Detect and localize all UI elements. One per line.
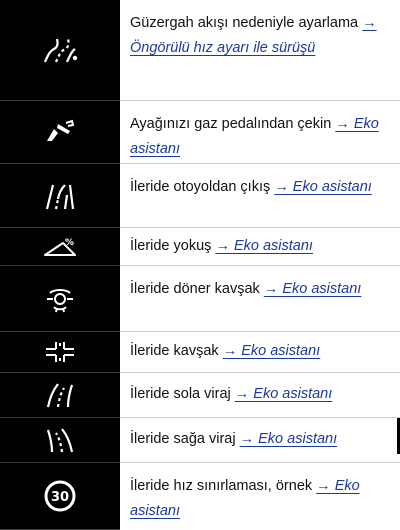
highway-exit-icon — [43, 181, 77, 211]
link-eco-assistant[interactable]: → Eko asistanı — [130, 116, 379, 157]
row-description: İleride otoyoldan çıkış → Eko asistanı — [130, 179, 372, 195]
table-row — [0, 463, 400, 529]
link-eco-assistant[interactable]: → Eko asistanı — [274, 179, 372, 195]
row-description: İleride döner kavşak → Eko asistanı — [130, 281, 362, 297]
intersection-icon — [44, 340, 76, 364]
link-eco-assistant[interactable]: → Eko asistanı — [234, 386, 333, 402]
icon-cell — [0, 373, 120, 418]
row-description: İleride yokuş → Eko asistanı — [130, 238, 313, 254]
table-row — [0, 332, 400, 373]
row-description: İleride sola viraj → Eko asistanı — [130, 386, 333, 402]
roundabout-icon — [44, 284, 76, 314]
icon-cell — [0, 228, 120, 266]
link-eco-assistant[interactable]: → Eko asistanı — [215, 238, 313, 254]
icon-cell — [0, 164, 120, 228]
left-curve-icon — [44, 381, 76, 409]
incline-percent-icon — [43, 236, 77, 258]
speed-limit-value: 30 — [50, 490, 70, 505]
link-eco-assistant[interactable]: → Eko asistanı — [222, 343, 321, 359]
icon-cell — [0, 418, 120, 463]
foot-off-pedal-icon — [44, 119, 76, 145]
link-eco-assistant[interactable]: → Eko asistanı — [263, 281, 362, 297]
speed-limit-sign-icon — [43, 479, 77, 513]
table-row — [0, 228, 400, 266]
row-description: İleride kavşak → Eko asistanı — [130, 343, 321, 359]
table-row — [0, 266, 400, 332]
link-predictive-speed[interactable]: → Öngörülü hız ayarı ile sürüşü — [130, 15, 377, 56]
row-description: İleride hız sınırlaması, örnek → Eko asistanı — [130, 478, 360, 519]
table-row — [0, 373, 400, 418]
table-row — [0, 101, 400, 164]
icon-cell — [0, 101, 120, 164]
icon-cell — [0, 0, 120, 101]
table-row — [0, 418, 400, 463]
icon-cell — [0, 463, 120, 530]
svg-text:%: % — [65, 237, 75, 248]
link-eco-assistant[interactable]: → Eko asistanı — [239, 431, 338, 447]
row-description: Ayağınızı gaz pedalından çekin → Eko asistanı — [130, 116, 379, 157]
icon-cell — [0, 332, 120, 373]
table-row — [0, 164, 400, 228]
row-description: Güzergah akışı nedeniyle ayarlama → Öngörülü hız ayarı ile sürüşü — [130, 15, 377, 56]
right-curve-icon — [44, 426, 76, 454]
link-eco-assistant[interactable]: → Eko asistanı — [130, 478, 360, 519]
table-row — [0, 0, 400, 101]
route-adjust-icon — [42, 35, 78, 65]
row-description: İleride sağa viraj → Eko asistanı — [130, 431, 338, 447]
icon-cell — [0, 266, 120, 332]
